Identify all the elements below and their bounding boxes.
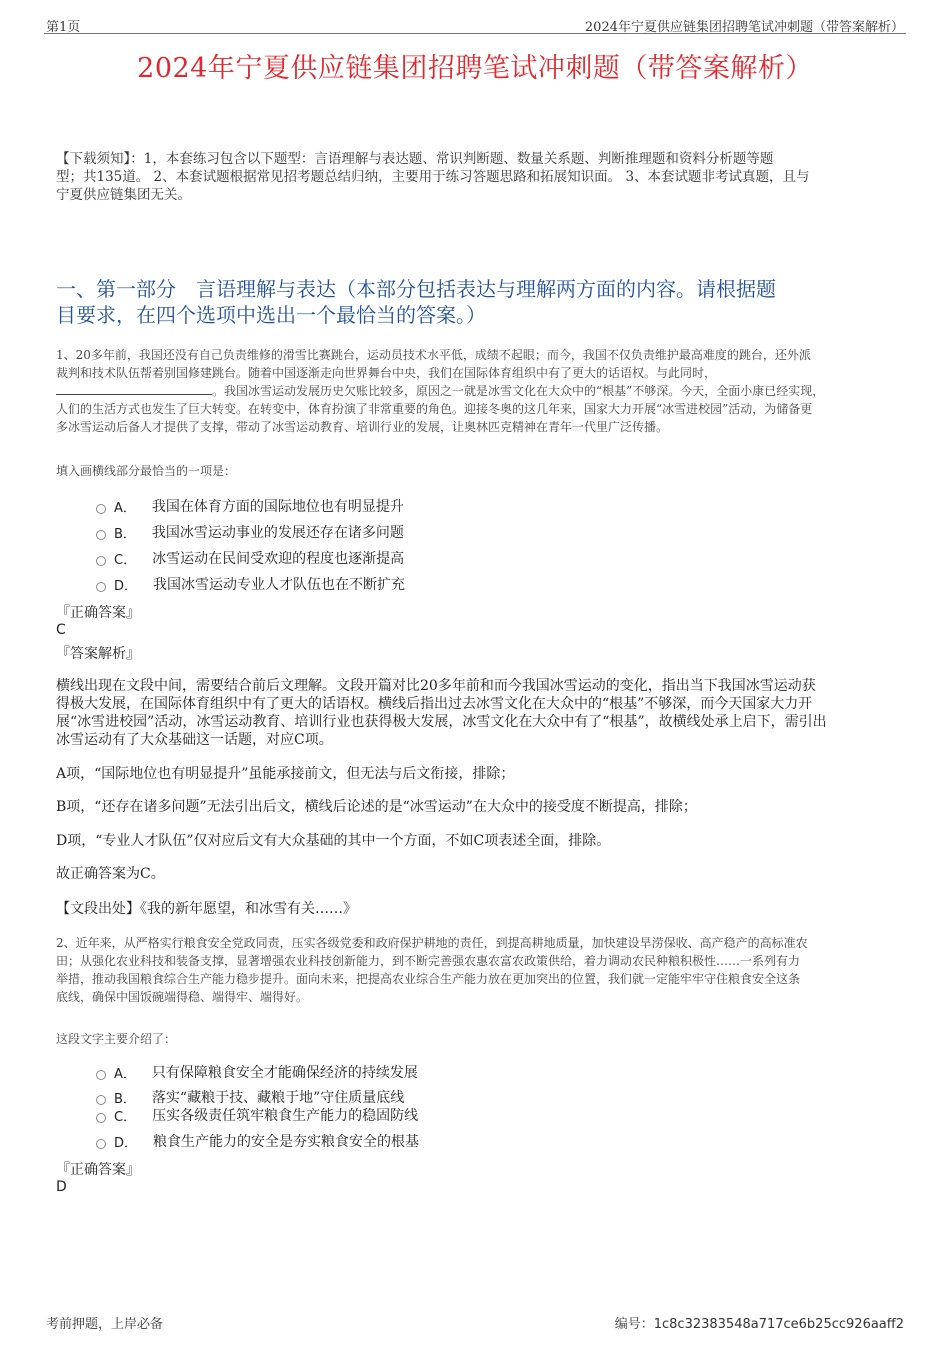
analysis-option-d: D项，“专业人才队伍”仅对应后文有大众基础的其中一个方面，不如C项表述全面，排除。	[56, 833, 611, 849]
question-1-stem	[56, 346, 902, 436]
q2-option-c[interactable]	[96, 1105, 418, 1125]
q1-option-c[interactable]	[96, 548, 404, 568]
page-number: 第1页	[46, 20, 81, 35]
fill-blank	[56, 382, 212, 395]
option-text: 冰雪运动在民间受欢迎的程度也逐渐提高	[152, 551, 405, 567]
option-letter: A．	[114, 500, 136, 516]
radio-button-icon[interactable]	[96, 556, 106, 566]
option-letter: B．	[114, 526, 136, 542]
question-2-prompt: 这段文字主要介绍了：	[56, 1032, 177, 1046]
stem-line-text: 。我国冰雪运动发展历史欠账比较多，原因之一就是冰雪文化在大众中的“根基”不够深。今天，全面小康已经实现，	[212, 384, 825, 398]
stem-line: 多冰雪运动后备人才提供了支撑，带动了冰雪运动教育、培训行业的发展，让奥林匹克精神在青年一代里广泛传播。	[56, 420, 669, 434]
option-text: 只有保障粮食安全才能确保经济的持续发展	[151, 1065, 418, 1081]
stem-line: 底线，确保中国饭碗端得稳、端得牢、端得好。	[56, 990, 309, 1004]
correct-answer-label: 『正确答案』	[56, 1162, 140, 1178]
option-text: 我国在体育方面的国际地位也有明显提升	[151, 499, 404, 515]
footer-id-code: 1c8c32383548a717ce6b25cc926aaff2	[653, 1317, 904, 1332]
radio-button-icon[interactable]	[96, 1113, 106, 1123]
analysis-option-a: A项，“国际地位也有明显提升”虽能承接前文，但无法与后文衔接，排除；	[56, 766, 515, 782]
stem-line: 人们的生活方式也发生了巨大转变。在转变中，体育扮演了非常重要的角色。迎接冬奥的这几年来，国家大力开展“冰雪进校园”活动，为储备更	[56, 402, 813, 416]
radio-button-icon[interactable]	[96, 1070, 106, 1080]
option-letter: C．	[114, 1109, 137, 1125]
stem-line: 2、近年来，从严格实行粮食安全党政同责，压实各级党委和政府保护耕地的责任，到提高耕地质量，加快建设旱涝保收、高产稳产的高标准农	[56, 936, 808, 950]
section-heading	[56, 276, 906, 328]
passage-source: 【文段出处】《我的新年愿望，和冰雪有关……》	[56, 901, 357, 917]
analysis-option-b: B项，“还存在诸多问题”无法引出后文，横线后论述的是“冰雪运动”在大众中的接受度不断提高，排除；	[56, 799, 697, 815]
radio-button-icon[interactable]	[96, 530, 106, 540]
analysis-line: 冰雪运动有了大众基础这一话题，对应C项。	[56, 732, 333, 748]
radio-button-icon[interactable]	[96, 582, 106, 592]
analysis-line: 得极大发展，在国际体育组织中有了更大的话语权。横线后指出过去冰雪文化在大众中的“根基”不够深，而今天国家大力开	[56, 696, 813, 712]
header-divider	[44, 33, 906, 34]
option-letter: B．	[114, 1091, 136, 1107]
analysis-label: 『答案解析』	[56, 646, 140, 662]
option-letter: C．	[114, 552, 137, 568]
option-letter: D．	[114, 578, 138, 594]
correct-answer-label: 『正确答案』	[56, 605, 140, 621]
notice-line: 型；共135道。 2、本套试题根据常见招考题总结归纳，主要用于练习答题思路和拓展知识面。 3、本套试题非考试真题，且与	[56, 169, 810, 185]
page-title: 2024年宁夏供应链集团招聘笔试冲刺题（带答案解析）	[137, 53, 813, 84]
question-1-prompt: 填入画横线部分最恰当的一项是：	[56, 464, 237, 478]
option-text: 压实各级责任筑牢粮食生产能力的稳固防线	[152, 1108, 419, 1124]
footer-id	[615, 1313, 904, 1332]
analysis-conclusion: 故正确答案为C。	[56, 866, 165, 882]
stem-line	[56, 382, 902, 400]
option-text: 粮食生产能力的安全是夯实粮食安全的根基	[153, 1134, 420, 1150]
q1-option-b[interactable]	[96, 522, 404, 542]
option-letter: A．	[114, 1066, 136, 1082]
q1-option-a[interactable]	[96, 496, 404, 516]
option-text: 我国冰雪运动专业人才队伍也在不断扩充	[153, 577, 406, 593]
q2-option-d[interactable]	[96, 1131, 419, 1151]
option-text: 我国冰雪运动事业的发展还存在诸多问题	[151, 525, 404, 541]
download-notice	[56, 150, 906, 204]
stem-line: 裁判和技术队伍帮着别国修建跳台。随着中国逐渐走向世界舞台中央，我们在国际体育组织中有了更大的话语权。与此同时，	[56, 366, 717, 380]
footer-id-label: 编号：	[614, 1317, 654, 1332]
section-heading-line: 目要求，在四个选项中选出一个最恰当的答案。）	[56, 303, 486, 327]
option-letter: D．	[114, 1135, 138, 1151]
correct-answer: D	[56, 1179, 67, 1195]
question-2-stem	[56, 934, 902, 1006]
radio-button-icon[interactable]	[96, 1095, 106, 1105]
notice-line: 【下载须知】：1，本套练习包含以下题型：言语理解与表达题、常识判断题、数量关系题、判断推理题和资料分析题等题	[56, 151, 774, 167]
q1-option-d[interactable]	[96, 574, 405, 594]
correct-answer: C	[56, 622, 66, 638]
analysis-paragraph	[56, 677, 904, 749]
radio-button-icon[interactable]	[96, 504, 106, 514]
radio-button-icon[interactable]	[96, 1139, 106, 1149]
q2-option-b[interactable]	[96, 1087, 404, 1107]
option-text: 落实“藏粮于技、藏粮于地”守住质量底线	[151, 1090, 405, 1106]
section-heading-line: 一、第一部分 言语理解与表达（本部分包括表达与理解两方面的内容。请根据题	[56, 277, 776, 301]
q2-option-a[interactable]	[96, 1062, 418, 1082]
stem-line: 田；从强化农业科技和装备支撑，显著增强农业科技创新能力，到不断完善强农惠农富农政策供给，着力调动农民种粮积极性……一系列有力	[56, 954, 801, 968]
analysis-line: 横线出现在文段中间，需要结合前后文理解。文段开篇对比20多年前和而今我国冰雪运动的变化，指出当下我国冰雪运动获	[56, 678, 816, 694]
notice-line: 宁夏供应链集团无关。	[56, 187, 191, 203]
analysis-line: 展“冰雪进校园”活动，冰雪运动教育、培训行业也获得极大发展，冰雪文化在大众中有了“根基”，故横线处承上启下，需引出	[56, 714, 827, 730]
footer-slogan: 考前押题，上岸必备	[46, 1317, 164, 1332]
header-doc-title: 2024年宁夏供应链集团招聘笔试冲刺题（带答案解析）	[584, 20, 904, 35]
stem-line: 举措，推动我国粮食综合生产能力稳步提升。面向未来，把提高农业综合生产能力放在更加突出的位置，我们就一定能牢牢守住粮食安全这条	[56, 972, 801, 986]
stem-line: 1、20多年前，我国还没有自己负责维修的滑雪比赛跳台，运动员技术水平低，成绩不起眼；而今，我国不仅负责维护最高难度的跳台，还外派	[56, 348, 811, 362]
